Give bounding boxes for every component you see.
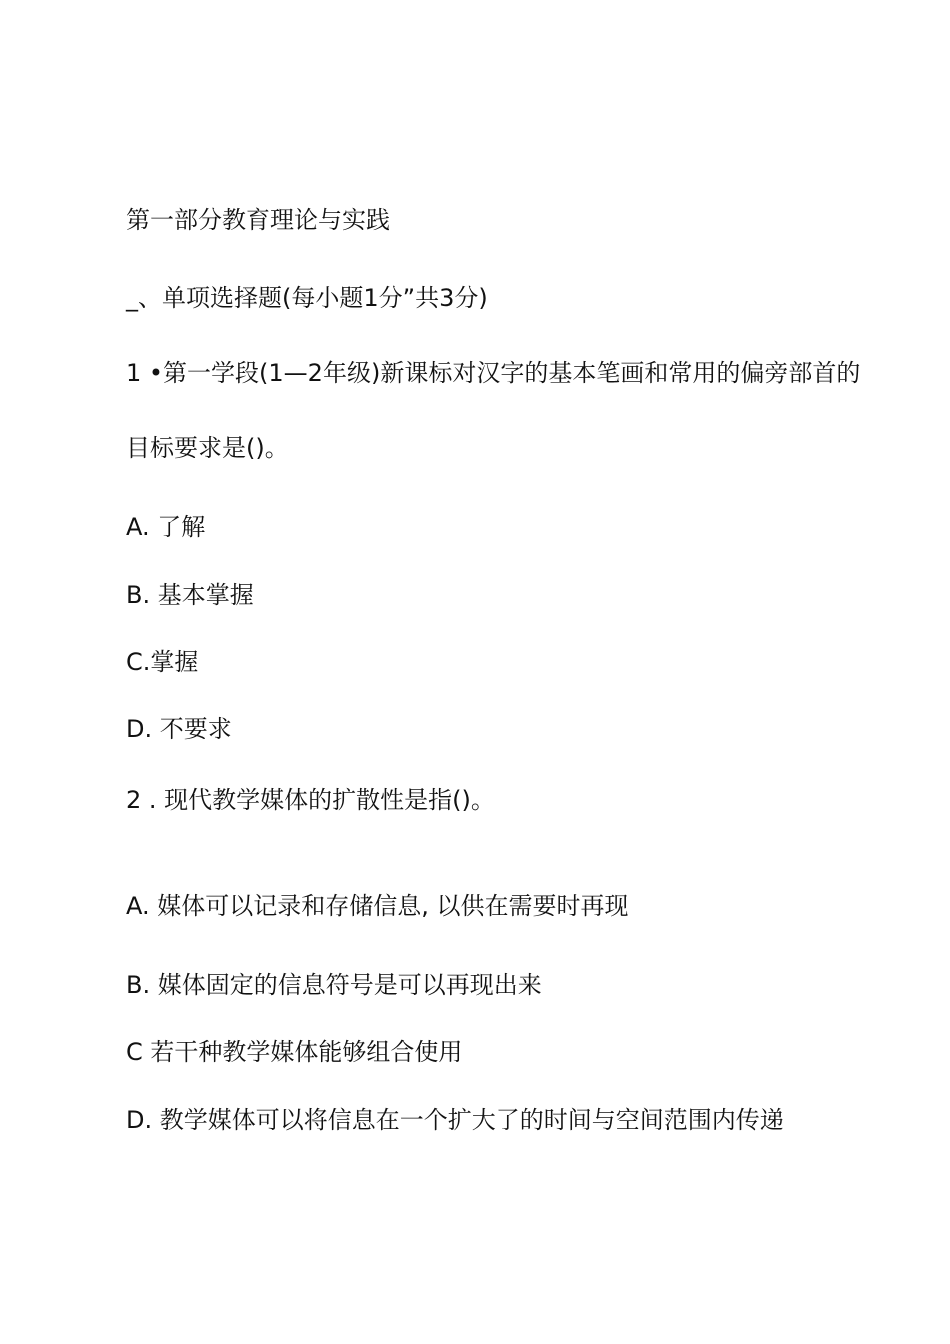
question-2-option-b: B. 媒体固定的信息符号是可以再现出来 [126, 971, 542, 999]
question-1-option-a: A. 了解 [126, 513, 206, 541]
question-1-option-d: D. 不要求 [126, 715, 232, 743]
question-1-option-b: B. 基本掌握 [126, 581, 254, 609]
question-1-stem-line-2: 目标要求是()。 [126, 434, 289, 462]
section-title: _、单项选择题(每小题1分”共3分) [126, 284, 488, 312]
question-2-option-a: A. 媒体可以记录和存储信息, 以供在需要时再现 [126, 892, 629, 920]
question-2-option-c: C 若干种教学媒体能够组合使用 [126, 1038, 463, 1066]
question-2-stem: 2 . 现代教学媒体的扩散性是指()。 [126, 786, 495, 814]
part-title: 第一部分教育理论与实践 [126, 206, 390, 234]
question-1-stem-line-1: 1 •第一学段(1—2年级)新课标对汉字的基本笔画和常用的偏旁部首的 [126, 359, 861, 387]
question-2-option-d: D. 教学媒体可以将信息在一个扩大了的时间与空间范围内传递 [126, 1106, 784, 1134]
question-1-option-c: C.掌握 [126, 648, 199, 676]
